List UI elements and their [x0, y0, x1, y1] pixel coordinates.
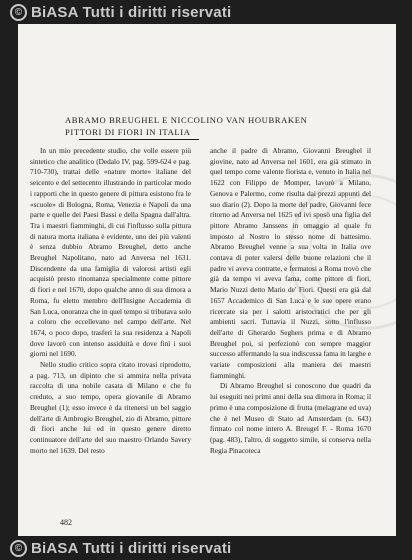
copyright-icon: ©	[10, 540, 27, 557]
paragraph: In un mio precedente studio, che volle essere più sintetico che analitico (Dedalo IV, pag. 599-624 e pag. 710-730), trattai delle «nature morte» italiane del seicento e del settecento illustrando in particolar modo i rapporti che in questo genere di pittura esistono fra le «scuole» di Bologna, Roma, Venezia e Napoli da una parte e quelle dei Paesi Bassi e della Spagna dall'altra. Tra i maestri fiamminghi, di cui l'influsso sulla pittura di natura morta italiana è evidente, uno dei più valenti è senza dubbio Abramo Breughel, detto anche Breughel Napolitano, nato ad Anversa nel 1631. Discendente da una famiglia di valorosi artisti egli acquistò presto rinomanza specialmente come pittore di fiori e nel 1670, dopo qualche anno di sua dimora a Roma, fu eletto membro dell'Insigne Accademia di San Luca, onoranza che in quel tempo si tributava solo a coloro che eccellevano nel campo dell'arte. Nel 1674, o poco dopo, trasferì la sua residenza a Napoli dove lavorò con intenso assiduità e dove finì i suoi giorni nel 1690.	[30, 146, 191, 359]
page-number: 482	[60, 518, 72, 527]
copyright-icon: ©	[10, 4, 27, 21]
paragraph: anche il padre di Abramo, Giovanni Breughel il giovine, nato ad Anversa nel 1601, era già stimato in quel tempo come valente fiorista e, venuto in Italia nel 1622 con Filippo de Momper, lavorò a Milano, Genova e Palermo, come risulta dai prezzi appunti del suo diario (2). Dopo la morte del padre, Giovanni fece ritorno ad Anversa nel 1625 ed ivi sposò una figlia del pittore Abramo Janssens in omaggio al quale fu imposto al Nostro lo stesso nome di battesimo. Abramo Breughel venne a sua volta in Italia ove contava di poter valersi delle buone relazioni che il padre vi aveva contratte, e fermatosi a Roma trovò che già da tempo vi aveva fama, come pittore di fiori, Mario Nuzzi detto Mario de' Fiori. Questi era già dal 1657 Accademico di San Luca e le sue opere erano ricercate sia per i salotti aristocratici che per gli ambienti sacri. Tuttavia il Nuzzi, sotto l'influsso dell'arte di Gherardo Seghers prima e di Abramo Breughel poi, si perfezionò con sempre maggior successo affermando la sua indiscussa fama in larghe e variate composizioni alla maniera dei maestri fiamminghi.	[210, 146, 371, 380]
text-column-right	[210, 146, 371, 456]
article-title	[65, 114, 365, 140]
title-line-1: ABRAMO BREUGHEL E NICCOLINO VAN HOUBRAKEN	[65, 115, 308, 125]
watermark-bottom-text: BiASA Tutti i diritti riservati	[31, 539, 232, 557]
paragraph: Di Abramo Breughel si conoscono due quadri da lui eseguiti nei primi anni della sua dimora in Roma; il primo è una composizione di frutta (melagrane ed uva) che è nel Museo di Stato ad Amsterdam (n. 643) firmato col nome intero A. Breugel F. - Roma 1670 (pag. 483), l'altro, di soggetto simile, si conserva nella Regia Pinacoteca	[210, 381, 371, 455]
text-column-left	[30, 146, 191, 456]
watermark-top	[0, 2, 412, 22]
document-page	[18, 24, 396, 536]
title-line-2: PITTORI DI FIORI IN ITALIA	[65, 127, 191, 137]
title-underline	[79, 139, 199, 140]
watermark-bottom	[0, 538, 412, 558]
watermark-top-text: BiASA Tutti i diritti riservati	[31, 3, 232, 21]
paragraph: Nello studio critico sopra citato trovasi riprodotto, a pag. 713, un dipinto che si ammira nella privata raccolta di una nobile casata di Milano e che fu creduto, a suo tempo, opera giovanile di Abramo Breughel (1); esso invece è da ritenersi un bel saggio dell'arte di Ambrogio Breughel, zio di Abramo, pittore di fiori anche lui ed in questo genere diretto continuatore dell'arte del suo maestro Orlando Savery morto nel 1639. Del resto	[30, 360, 191, 455]
